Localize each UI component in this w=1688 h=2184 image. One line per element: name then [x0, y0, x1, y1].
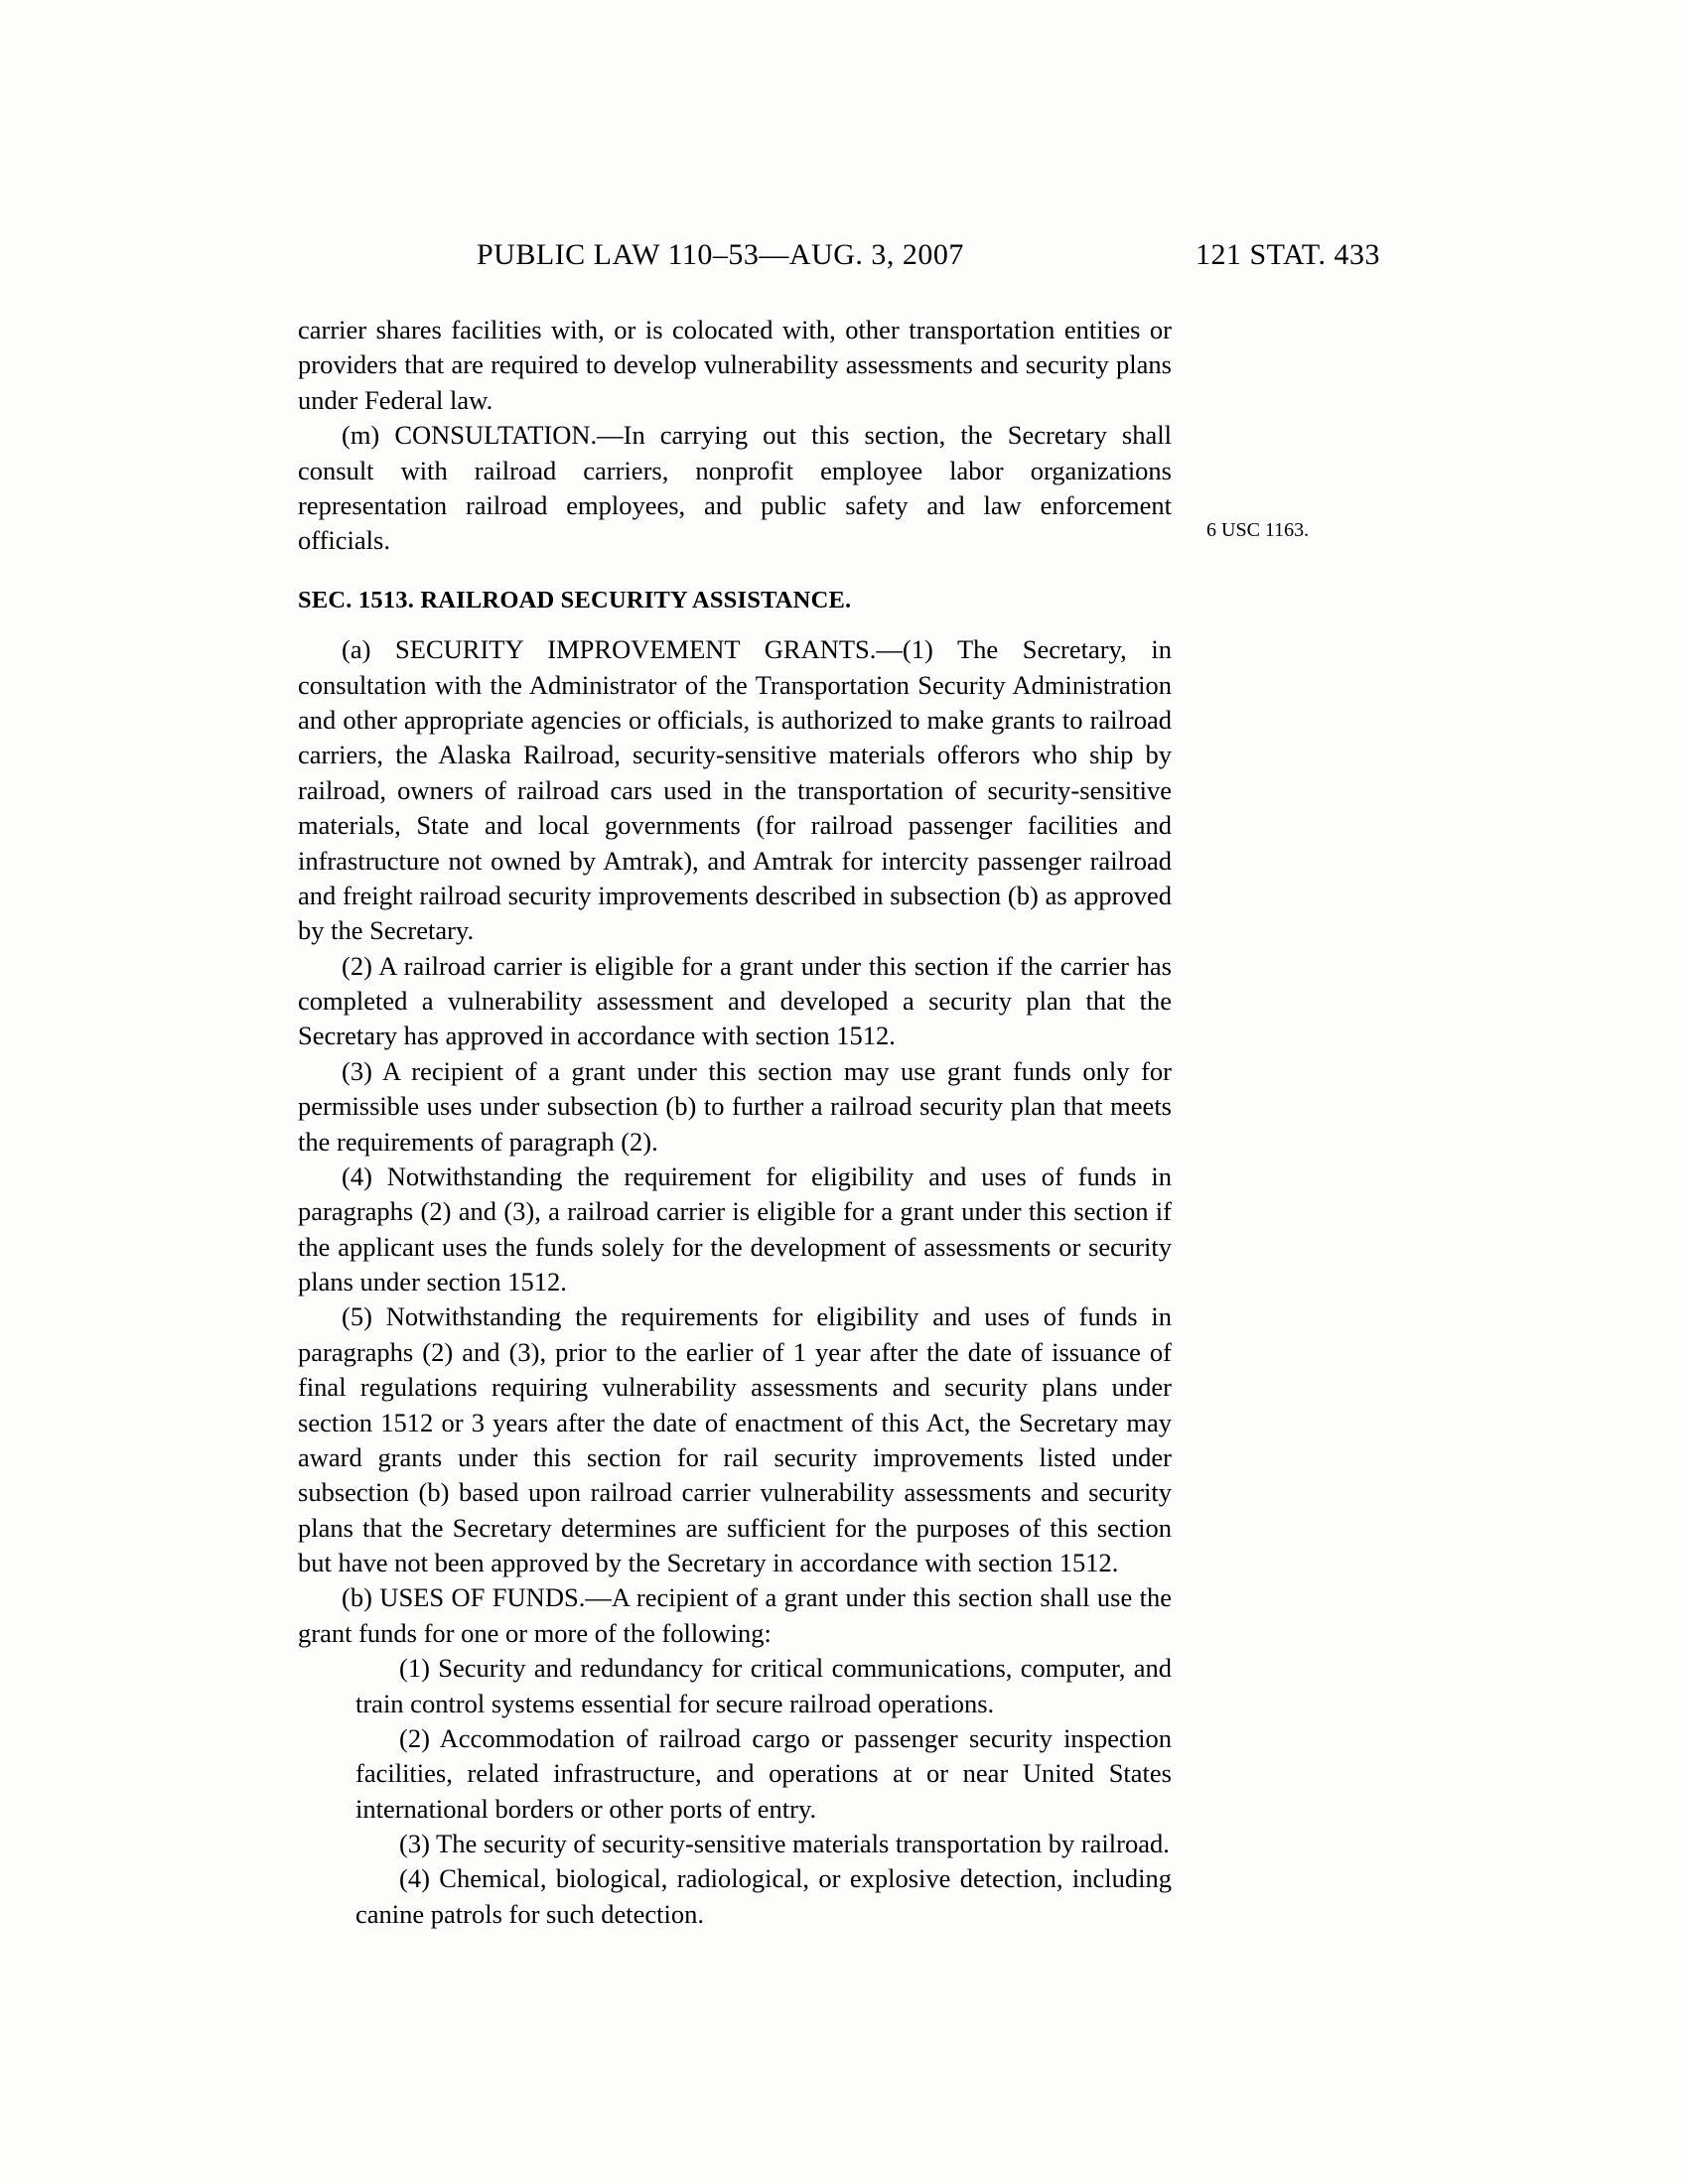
paragraph-b-4: (4) Chemical, biological, radiological, or explosive detection, including canine patrols for such detection. [355, 1863, 1172, 1929]
paragraph-subsection-b: (b) USES OF FUNDS.—A recipient of a grant under this section shall use the grant funds for one or more of the following: [298, 1582, 1172, 1648]
margin-note-usc-citation: 6 USC 1163. [1206, 519, 1310, 541]
paragraph-subsection-m: (m) CONSULTATION.—In carrying out this section, the Secretary shall consult with railroad carriers, nonprofit employee labor organizations representation railroad employees, and public safety and law enforcement officials. [298, 420, 1172, 556]
header-statute-number: 121 STAT. 433 [1195, 238, 1380, 271]
paragraph-b-2: (2) Accommodation of railroad cargo or passenger security inspection facilities, related infrastructure, and operations at or near United States international borders or other ports of entry. [355, 1722, 1172, 1824]
page-body [298, 313, 1172, 1932]
paragraph-a-4: (4) Notwithstanding the requirement for eligibility and uses of funds in paragraphs (2) and (3), a railroad carrier is eligible for a grant under this section if the applicant uses the funds solely for the development of assessments or security plans under section 1512. [298, 1160, 1172, 1297]
paragraph-a-5: (5) Notwithstanding the requirements for eligibility and uses of funds in paragraphs (2) and (3), prior to the earlier of 1 year after the date of issuance of final regulations requiring vulnerability assessments and security plans under section 1512 or 3 years after the date of enactment of this Act, the Secretary may award grants under this section for rail security improvements listed under subsection (b) based upon railroad carrier vulnerability assessments and security plans that the Secretary determines are sufficient for the purposes of this section but have not been approved by the Secretary in accordance with section 1512. [298, 1301, 1172, 1578]
paragraph-a-2: (2) A railroad carrier is eligible for a grant under this section if the carrier has completed a vulnerability assessment and developed a security plan that the Secretary has approved in accordance with section 1512. [298, 950, 1172, 1051]
paragraph-b-1: (1) Security and redundancy for critical communications, computer, and train control systems essential for secure railroad operations. [355, 1653, 1172, 1718]
paragraph-a-1: (a) SECURITY IMPROVEMENT GRANTS.—(1) The Secretary, in consultation with the Administrator of the Transportation Security Administration and other appropriate agencies or officials, is authorized to make grants to railroad carriers, the Alaska Railroad, security-sensitive materials offerors who ship by railroad, owners of railroad cars used in the transportation of security-sensitive materials, State and local governments (for railroad passenger facilities and infrastructure not owned by Amtrak), and Amtrak for intercity passenger railroad and freight railroad security improvements described in subsection (b) as approved by the Secretary. [298, 634, 1172, 946]
header-public-law: PUBLIC LAW 110–53—AUG. 3, 2007 [477, 238, 964, 271]
paragraph-carrier-facilities: carrier shares facilities with, or is colocated with, other transportation entities or providers that are required to develop vulnerability assessments and security plans under Federal law. [298, 315, 1172, 415]
paragraph-a-3: (3) A recipient of a grant under this section may use grant funds only for permissible uses under subsection (b) to further a railroad security plan that meets the requirements of paragraph (2). [298, 1055, 1172, 1157]
paragraph-b-3: (3) The security of security-sensitive materials transportation by railroad. [399, 1829, 1170, 1859]
section-heading-1513: SEC. 1513. RAILROAD SECURITY ASSISTANCE. [298, 586, 852, 614]
